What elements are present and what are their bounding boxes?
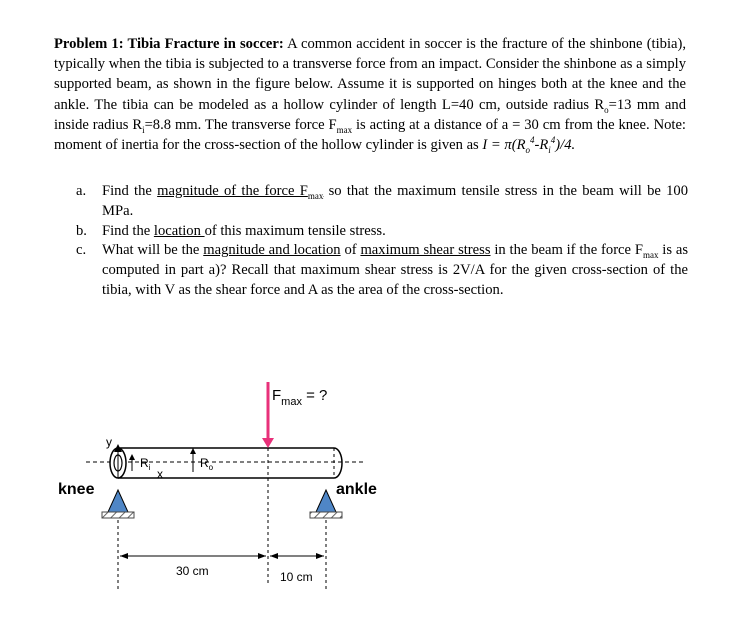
question-c-underlined-1: magnitude and location	[203, 242, 341, 259]
statement-part-2: =13 mm and inside radius R	[54, 96, 686, 133]
question-a-u1: magnitude of the force F	[157, 183, 308, 199]
outer-radius-label: $R_o$	[200, 456, 214, 472]
statement-ri-sub: i	[142, 124, 145, 135]
knee-support	[102, 490, 134, 518]
outer-radius-marker	[190, 448, 196, 472]
formula-mid: -R	[534, 137, 549, 154]
statement-part-3: =8.8 mm. The transverse force F	[144, 116, 337, 133]
formula-tail: )/4.	[555, 137, 576, 154]
statement-part-4: is acting at a distance of a = 30 cm from the knee. Note: moment of inertia for the cross-section of the hollow cylinder is given as	[54, 116, 686, 154]
question-b-text-2: of this maximum tensile stress.	[204, 222, 386, 239]
dimension-30cm-label: 30 cm	[176, 564, 209, 578]
question-c-text-3: in the beam if the force F	[490, 242, 643, 259]
y-axis-label: y	[106, 435, 112, 449]
force-label: $F_{max}$ = ?	[272, 387, 328, 408]
dimension-10cm	[270, 553, 324, 559]
question-a-u1-sub: max	[307, 190, 324, 201]
inner-radius-label: $R_i$	[140, 456, 151, 472]
problem-heading: Problem 1: Tibia Fracture in soccer:	[54, 36, 284, 52]
question-c-text-3-sub: max	[642, 250, 659, 261]
statement-ro-sub: o	[604, 104, 609, 115]
dimension-10cm-label: 10 cm	[280, 570, 313, 584]
question-c-text-1: What will be the	[102, 242, 204, 259]
formula-sup-4b: 4	[550, 135, 556, 146]
question-a-text-2: so that the maximum tensile stress in the beam will be 100 MPa.	[102, 183, 689, 219]
question-c-text-2: of	[340, 242, 361, 259]
question-b-text-1: Find the	[102, 222, 154, 239]
force-arrow	[262, 382, 274, 585]
formula-sub-i: i	[548, 144, 551, 155]
question-c-text-4: is as computed in part a)? Recall that maximum shear stress is 2V/A for the given cross-section of the tibia, with V as the shear force and A as the area of the cross-section.	[102, 242, 689, 298]
statement-fmax-sub: max	[336, 124, 353, 135]
formula-sup-4a: 4	[529, 135, 535, 146]
question-b-label: b.	[76, 222, 87, 239]
formula-lead: I = π(R	[482, 137, 526, 154]
question-a-text-1: Find the	[102, 183, 158, 199]
statement-part-1: A common accident in soccer is the fracture of the shinbone (tibia), typically when the tibia is subjected to a transverse force from an impact. Consider the shinbone as a simply supported beam, as shown in the figure below. Assume it is supported on hinges both at the knee and the ankle. The tibia can be modeled as a hollow cylinder of length L=40 cm, outside radius R	[54, 36, 686, 113]
knee-label: knee	[58, 481, 95, 498]
question-c-underlined-2: maximum shear stress	[360, 242, 491, 259]
question-b-underlined: location	[153, 222, 205, 239]
ankle-label: ankle	[336, 481, 377, 498]
x-axis-label: x	[157, 467, 163, 481]
question-a-label: a.	[76, 183, 87, 199]
formula-sub-o: o	[525, 144, 530, 155]
dimension-30cm	[120, 553, 266, 559]
question-c-label: c.	[76, 242, 87, 259]
